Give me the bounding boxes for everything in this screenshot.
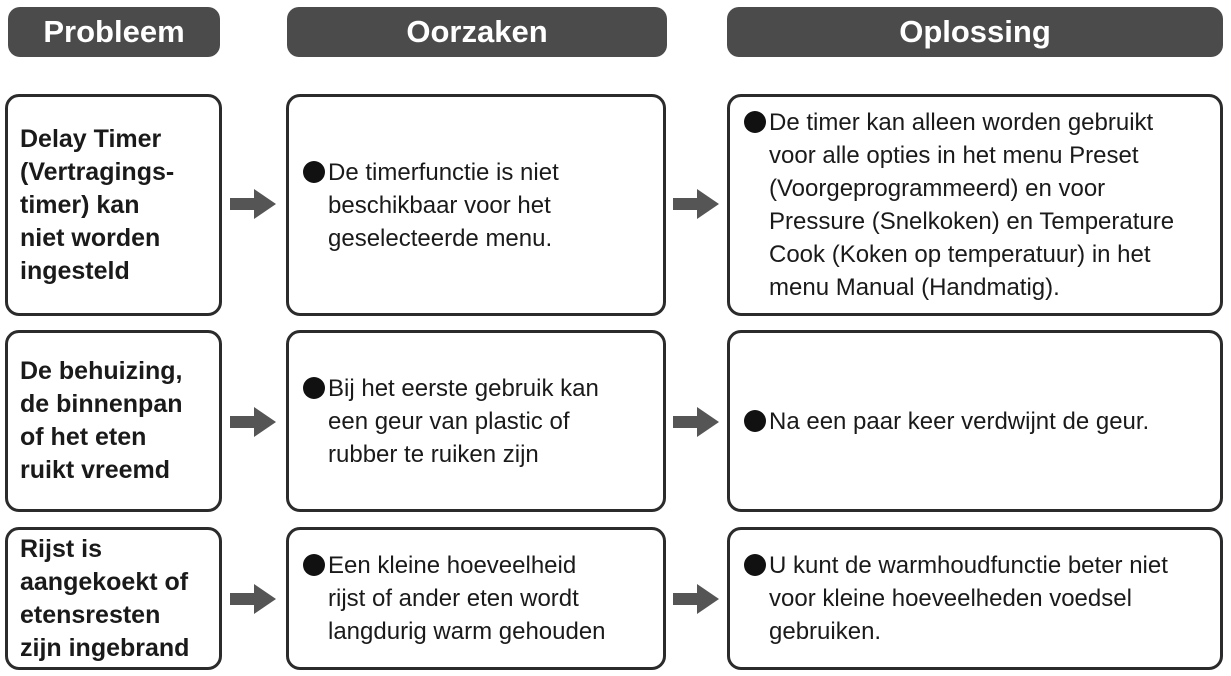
problem-text: Delay Timer (Vertragings- timer) kan niet worden ingesteld — [20, 124, 175, 285]
list-item — [303, 372, 599, 471]
arrow-right-icon — [230, 584, 276, 614]
cause-text: Een kleine hoeveelheid rijst of ander eten wordt langdurig warm gehouden — [328, 552, 606, 645]
problem-box-3 — [5, 527, 222, 670]
solution-box-2 — [727, 330, 1223, 512]
arrow-right-icon — [673, 584, 719, 614]
problem-text: De behuizing, de binnenpan of het eten ruikt vreemd — [20, 357, 183, 484]
solution-box-3 — [727, 527, 1223, 670]
bullet-icon — [303, 554, 325, 576]
bullet-icon — [303, 377, 325, 399]
bullet-icon — [303, 161, 325, 183]
bullet-icon — [744, 111, 766, 133]
cause-box-1 — [286, 94, 666, 316]
list-item — [744, 106, 1174, 304]
arrow-right-icon — [230, 407, 276, 437]
arrow-right-icon — [230, 189, 276, 219]
problem-box-1 — [5, 94, 222, 316]
header-solution: Oplossing — [727, 7, 1223, 57]
bullet-icon — [744, 410, 766, 432]
arrow-right-icon — [673, 407, 719, 437]
header-causes: Oorzaken — [287, 7, 667, 57]
cause-box-2 — [286, 330, 666, 512]
problem-box-2 — [5, 330, 222, 512]
solution-text: Na een paar keer verdwijnt de geur. — [769, 407, 1150, 435]
bullet-icon — [744, 554, 766, 576]
solution-box-1 — [727, 94, 1223, 316]
cause-text: De timerfunctie is niet beschikbaar voor het geselecteerde menu. — [328, 158, 559, 252]
problem-text: Rijst is aangekoekt of etensresten zijn ingebrand — [20, 534, 190, 662]
list-item — [303, 549, 606, 648]
header-problem: Probleem — [8, 7, 220, 57]
arrow-right-icon — [673, 189, 719, 219]
list-item — [744, 549, 1168, 648]
list-item — [303, 156, 559, 255]
list-item — [744, 405, 1149, 438]
cause-box-3 — [286, 527, 666, 670]
solution-text: U kunt de warmhoudfunctie beter niet voor kleine hoeveelheden voedsel gebruiken. — [769, 552, 1168, 645]
cause-text: Bij het eerste gebruik kan een geur van plastic of rubber te ruiken zijn — [328, 374, 599, 468]
solution-text: De timer kan alleen worden gebruikt voor alle opties in het menu Preset (Voorgeprogrammeerd) en voor Pressure (Snelkoken) en Temperature Cook (Koken op temperatuur) in het menu Manual (Handmatig). — [769, 109, 1175, 301]
